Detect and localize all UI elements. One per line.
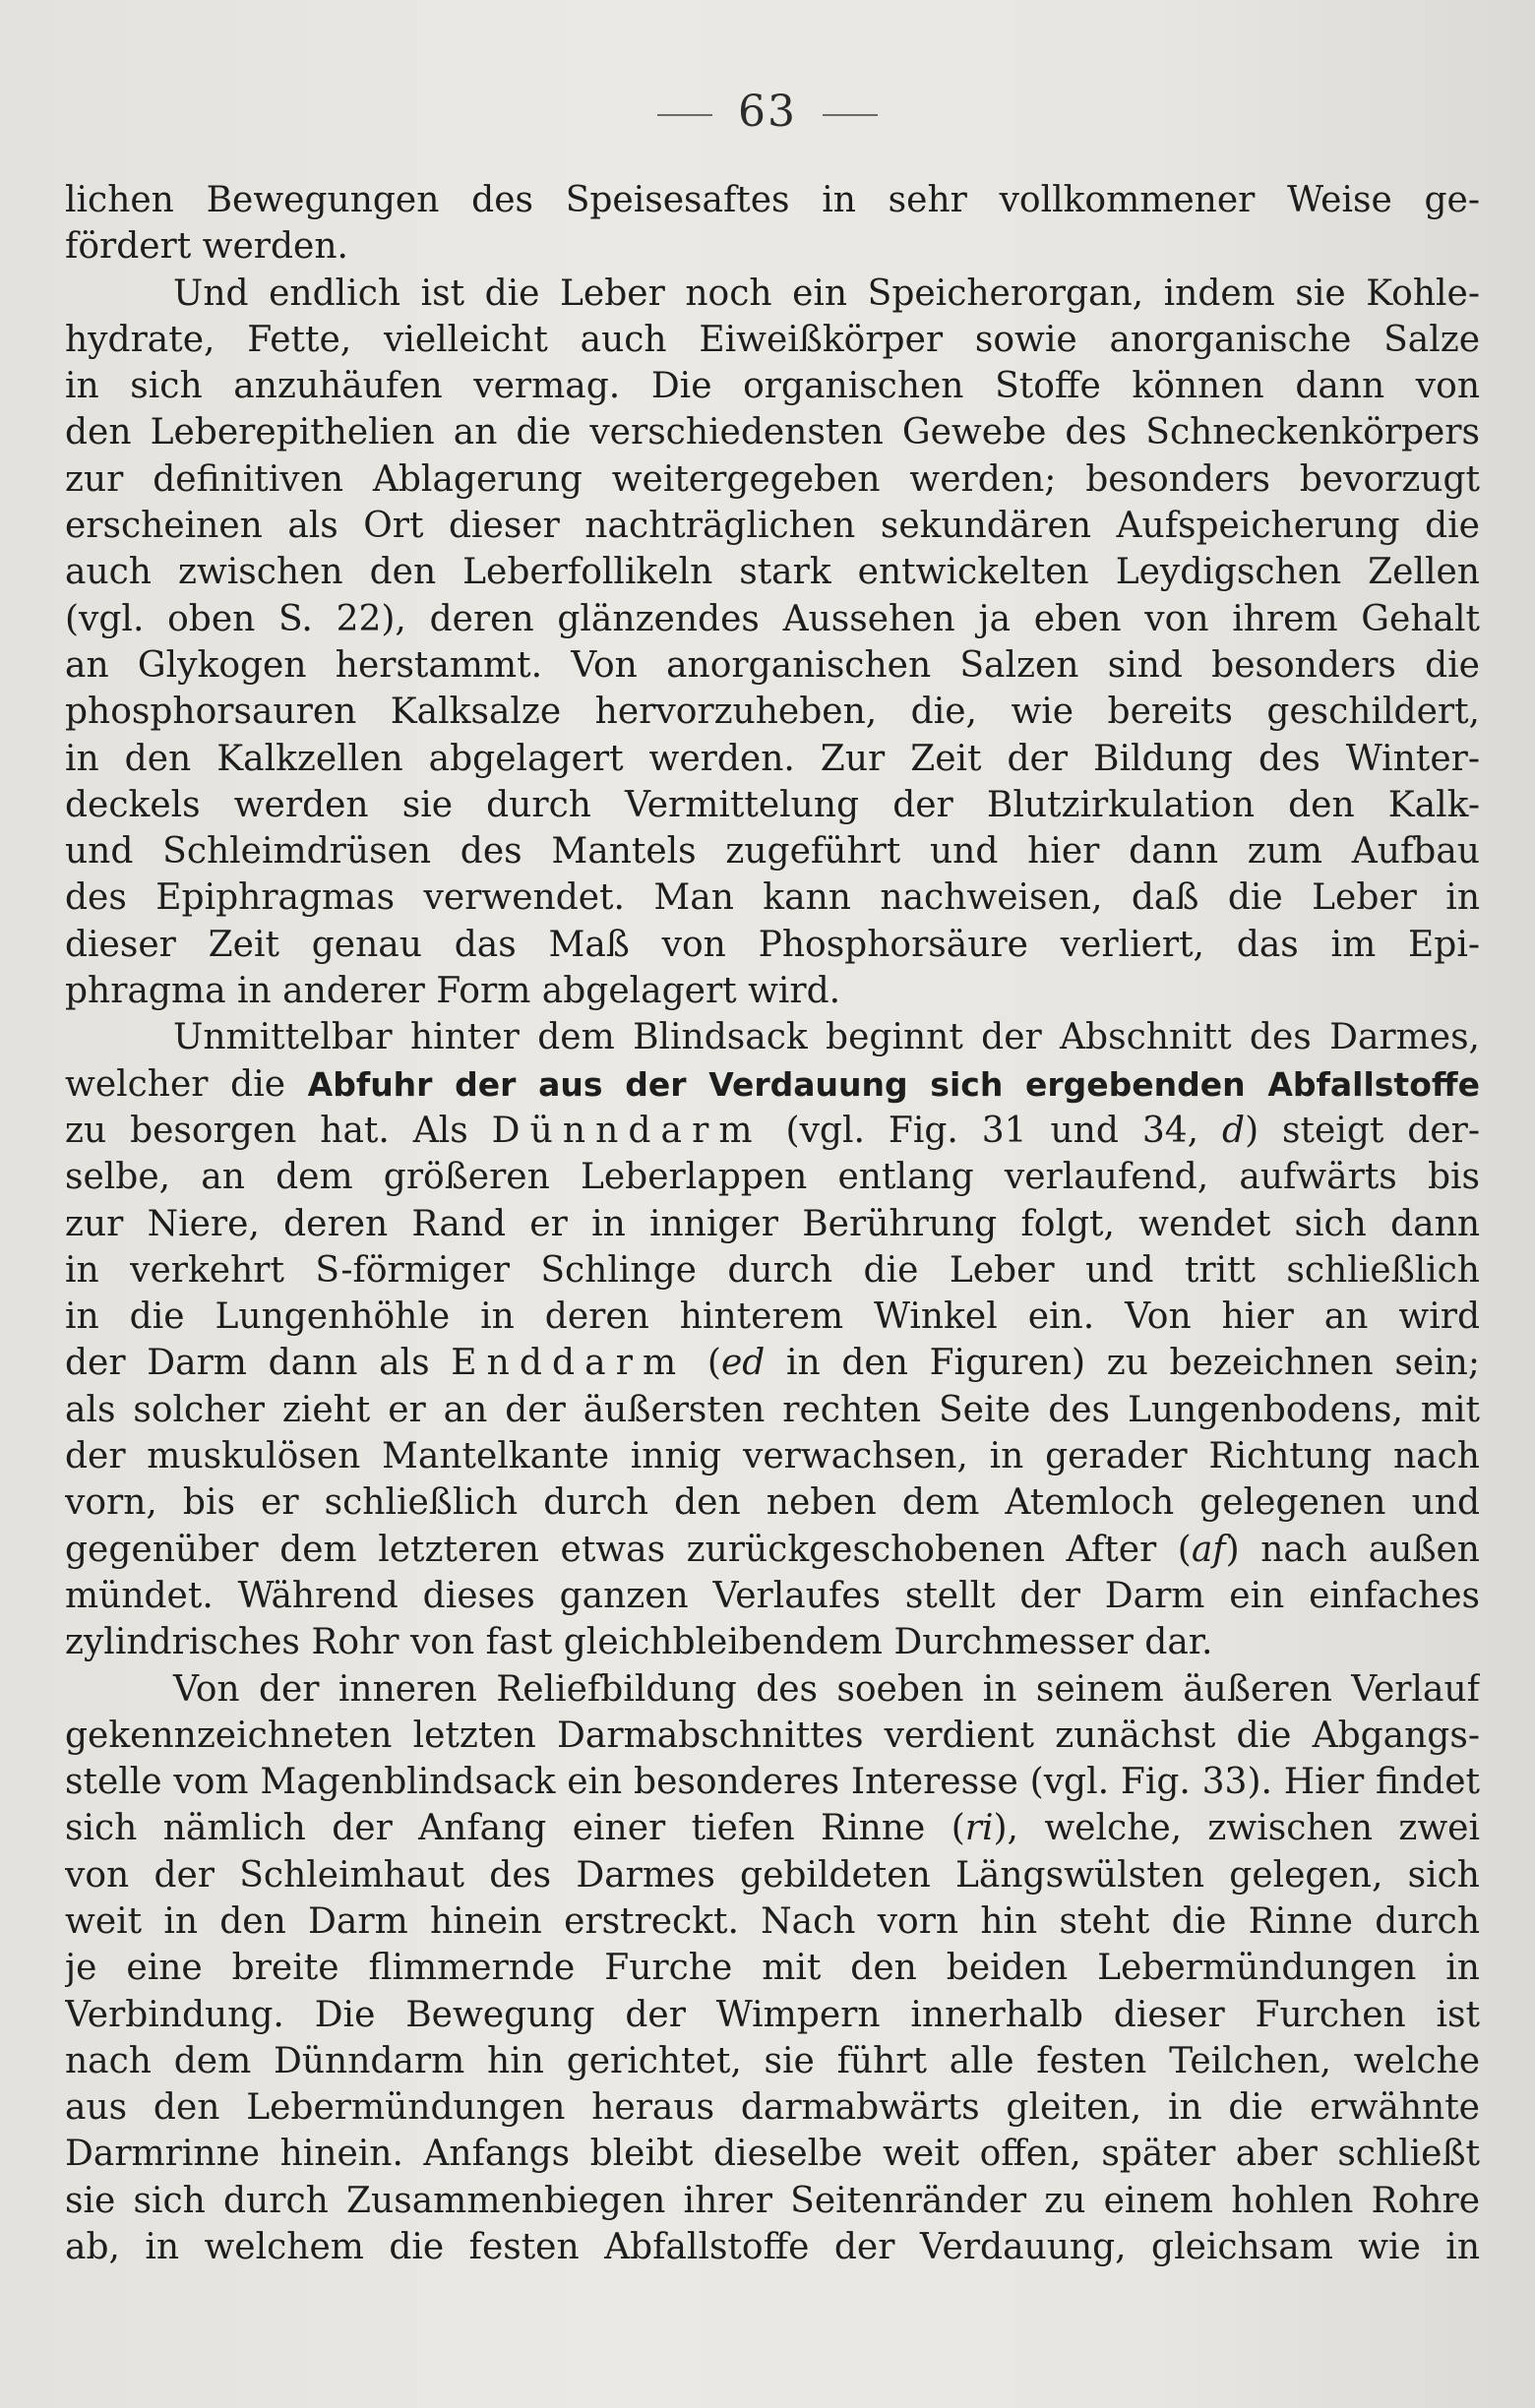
emphasis-bold: Abfuhr der aus der Verdauung sich ergebenden Abfallstoffe: [307, 1064, 1480, 1104]
line-text: phragma in anderer Form abgelagert wird.: [65, 971, 841, 1012]
text-line: [65, 2038, 1480, 2084]
line-text: zylindrisches Rohr von fast gleichbleibendem Durchmesser dar.: [65, 1622, 1213, 1663]
line-text: sie sich durch Zusammenbiegen ihrer Seitenränder zu einem hohlen Rohre: [65, 2180, 1480, 2221]
text-line: [65, 1433, 1480, 1479]
line-text: stelle vom Magenblindsack ein besonderes Interesse (vgl. Fig. 33). Hier findet: [65, 1762, 1480, 1803]
line-text: in den Figuren) zu bezeichnen sein;: [765, 1343, 1480, 1384]
text-line: [65, 2224, 1480, 2270]
text-line: [65, 1992, 1480, 2038]
text-line: [65, 1573, 1480, 1619]
text-line: [65, 223, 1480, 270]
page-header: [0, 87, 1535, 137]
line-text: hydrate, Fette, vielleicht auch Eiweißkörper sowie anorganische Salze: [65, 319, 1480, 360]
line-text: Darmrinne hinein. Anfangs bleibt dieselbe weit offen, später aber schließt: [65, 2134, 1480, 2175]
line-text: in verkehrt S-förmiger Schlinge durch die Leber und tritt schließlich: [65, 1249, 1480, 1291]
line-text: fördert werden.: [65, 226, 348, 268]
text-line: [65, 456, 1480, 503]
line-text: weit in den Darm hinein erstreckt. Nach vorn hin steht die Rinne durch: [65, 1900, 1480, 1942]
line-text: Verbindung. Die Bewegung der Wimpern innerhalb dieser Furchen ist: [65, 1994, 1480, 2035]
line-text: aus den Lebermündungen heraus darmabwärts gleiten, in die erwähnte: [65, 2087, 1480, 2129]
text-line: [65, 874, 1480, 921]
line-text: (: [686, 1343, 721, 1384]
text-line: [65, 828, 1480, 874]
text-line: [65, 1154, 1480, 1200]
text-line: [65, 2178, 1480, 2224]
text-line: [65, 1852, 1480, 1898]
line-text: und Schleimdrüsen des Mantels zugeführt und hier dann zum Aufbau: [65, 831, 1480, 873]
line-text: des Epiphragmas verwendet. Man kann nachweisen, daß die Leber in: [65, 877, 1480, 919]
text-line: [65, 1014, 1480, 1060]
text-line: [65, 271, 1480, 317]
line-text: in die Lungenhöhle in deren hinterem Winkel ein. Von hier an wird: [65, 1296, 1480, 1338]
line-text: Von der inneren Reliefbildung des soeben in seinem äußeren Verlauf: [173, 1668, 1480, 1710]
page-number: 63: [738, 87, 797, 137]
text-line: [65, 736, 1480, 782]
figure-label-italic: d: [1222, 1110, 1246, 1151]
line-text: von der Schleimhaut des Darmes gebildeten Längswülsten gelegen, sich: [65, 1854, 1480, 1896]
line-text: zu besorgen hat. Als: [65, 1110, 492, 1151]
line-text: an Glykogen herstammt. Von anorganischen Salzen sind besonders die: [65, 644, 1480, 686]
text-line: [65, 177, 1480, 223]
line-text: in sich anzuhäufen vermag. Die organischen Stoffe können dann von: [65, 366, 1480, 407]
text-line: [65, 1108, 1480, 1154]
line-text: der muskulösen Mantelkante innig verwachsen, in gerader Richtung nach: [65, 1436, 1480, 1477]
line-text: als solcher zieht er an der äußersten rechten Seite des Lungenbodens, mit: [65, 1389, 1480, 1430]
text-line: [65, 1247, 1480, 1294]
text-line: [65, 1805, 1480, 1851]
text-line: [65, 968, 1480, 1014]
line-text: vorn, bis er schließlich durch den neben dem Atemloch gelegenen und: [65, 1482, 1480, 1524]
text-line: [65, 1201, 1480, 1247]
figure-label-italic: ri: [964, 1808, 994, 1849]
body-text: [65, 177, 1480, 2270]
line-text: gegenüber dem letzteren etwas zurückgeschobenen After (: [65, 1529, 1192, 1570]
text-line: [65, 1666, 1480, 1713]
line-text: ), welche, zwischen zwei: [993, 1808, 1480, 1849]
line-text: ab, in welchem die festen Abfallstoffe der Verdauung, gleichsam wie in: [65, 2227, 1480, 2268]
line-text: zur definitiven Ablagerung weitergegeben werden; besonders bevorzugt: [65, 458, 1480, 500]
text-line: [65, 2131, 1480, 2177]
line-text: (vgl. oben S. 22), deren glänzendes Aussehen ja eben von ihrem Gehalt: [65, 598, 1480, 639]
line-text: mündet. Während dieses ganzen Verlaufes stellt der Darm ein einfaches: [65, 1575, 1480, 1616]
line-text: phosphorsauren Kalksalze hervorzuheben, die, wie bereits geschildert,: [65, 692, 1480, 733]
line-text: gekennzeichneten letzten Darmabschnittes verdient zunächst die Abgangs-: [65, 1715, 1480, 1756]
line-text: lichen Bewegungen des Speisesaftes in sehr vollkommener Weise ge-: [65, 180, 1480, 220]
line-text: zur Niere, deren Rand er in inniger Berührung folgt, wendet sich dann: [65, 1203, 1480, 1244]
line-text: der Darm dann als: [65, 1343, 452, 1384]
line-text: in den Kalkzellen abgelagert werden. Zur Zeit der Bildung des Winter-: [65, 738, 1480, 779]
header-dash-right: [823, 114, 878, 116]
line-text: deckels werden sie durch Vermittelung der Blutzirkulation den Kalk-: [65, 784, 1480, 825]
text-line: [65, 1479, 1480, 1526]
header-dash-left: [657, 114, 712, 116]
line-text: den Leberepithelien an die verschiedensten Gewebe des Schneckenkörpers: [65, 412, 1480, 453]
line-text: selbe, an dem größeren Leberlappen entlang verlaufend, aufwärts bis: [65, 1157, 1480, 1198]
text-line: [65, 596, 1480, 642]
text-line: [65, 317, 1480, 363]
emphasis-spaced: Dünndarm: [491, 1110, 763, 1151]
line-text: sich nämlich der Anfang einer tiefen Rinne (: [65, 1808, 965, 1849]
text-line: [65, 363, 1480, 409]
text-line: [65, 1945, 1480, 1991]
line-text: Und endlich ist die Leber noch ein Speicherorgan, indem sie Kohle-: [173, 272, 1480, 314]
line-text: auch zwischen den Leberfollikeln stark entwickelten Leydigschen Zellen: [65, 552, 1480, 593]
text-line: [65, 1387, 1480, 1433]
line-text: je eine breite flimmernde Furche mit den beiden Lebermündungen in: [65, 1948, 1480, 1989]
text-line: [65, 1340, 1480, 1386]
text-line: [65, 1527, 1480, 1573]
line-text: nach dem Dünndarm hin gerichtet, sie führt alle festen Teilchen, welche: [65, 2040, 1480, 2081]
text-line: [65, 642, 1480, 689]
text-line: [65, 689, 1480, 735]
line-text: dieser Zeit genau das Maß von Phosphorsäure verliert, das im Epi-: [65, 924, 1480, 965]
figure-label-italic: ed: [720, 1343, 766, 1384]
line-text: ) steigt der-: [1245, 1110, 1480, 1151]
line-text: ) nach außen: [1225, 1529, 1480, 1570]
text-line: [65, 409, 1480, 455]
text-line: [65, 1898, 1480, 1945]
text-line: [65, 1713, 1480, 1759]
text-line: [65, 1294, 1480, 1340]
emphasis-spaced: Enddarm: [451, 1343, 687, 1384]
line-text: (vgl. Fig. 31 und 34,: [762, 1110, 1223, 1151]
text-line: [65, 549, 1480, 595]
line-text: erscheinen als Ort dieser nachträglichen sekundären Aufspeicherung die: [65, 506, 1480, 547]
text-line: [65, 782, 1480, 828]
text-line: [65, 1619, 1480, 1665]
text-line: [65, 503, 1480, 549]
text-line: [65, 922, 1480, 968]
line-text: welcher die: [65, 1063, 308, 1105]
text-line: [65, 1061, 1480, 1108]
text-line: [65, 1759, 1480, 1805]
text-line: [65, 2084, 1480, 2131]
line-text: Unmittelbar hinter dem Blindsack beginnt der Abschnitt des Darmes,: [173, 1017, 1480, 1058]
figure-label-italic: af: [1191, 1529, 1226, 1570]
